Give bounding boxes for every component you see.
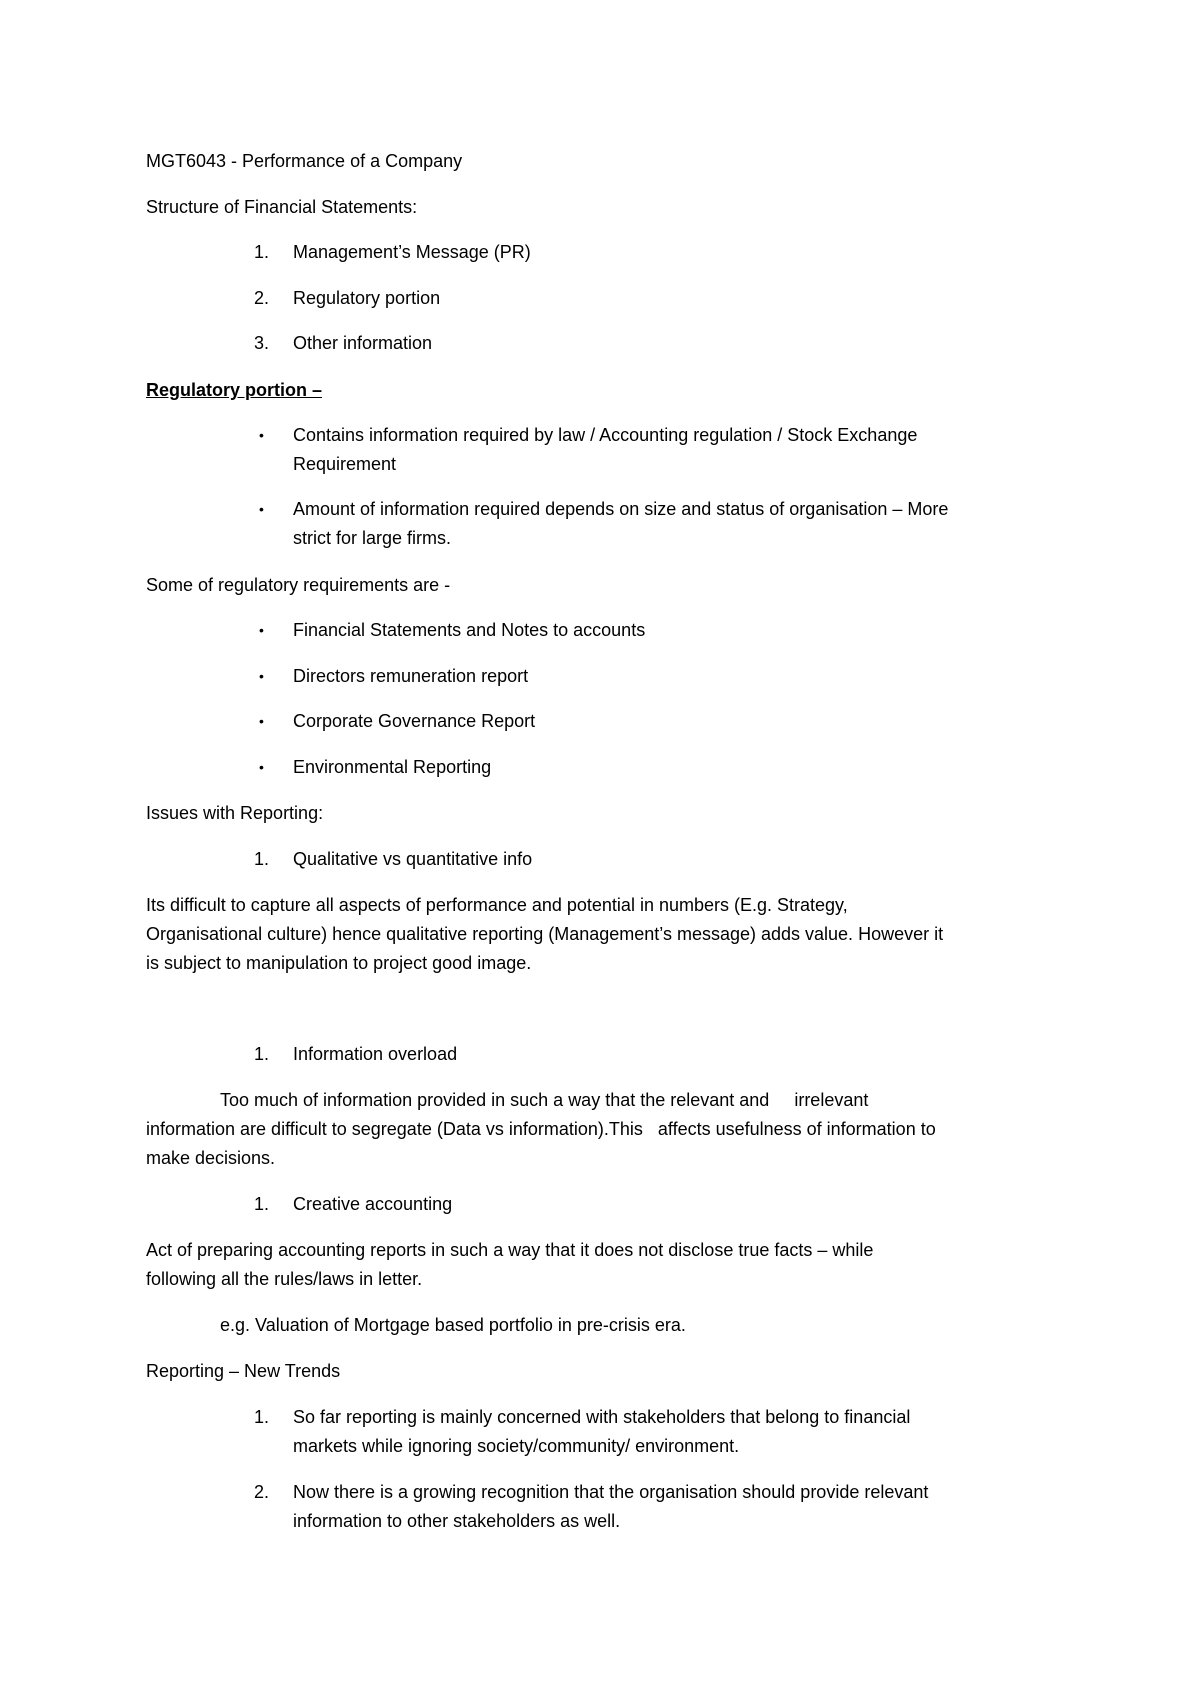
list-marker: 1. (254, 1044, 270, 1064)
paragraph-line: Organisational culture) hence qualitative reporting (Management’s message) adds value. However it (146, 924, 944, 944)
list-item-text: Management’s Message (PR) (293, 242, 531, 262)
paragraph-line: Its difficult to capture all aspects of performance and potential in numbers (E.g. Strategy, (146, 895, 848, 915)
bullet-marker: • (259, 427, 264, 443)
list-marker: 3. (254, 333, 270, 353)
bullet-marker: • (259, 501, 264, 517)
structure-heading: Structure of Financial Statements: (146, 197, 418, 217)
list-marker: 1. (254, 849, 270, 869)
bullet-marker: • (259, 622, 264, 638)
bullet-marker: • (259, 668, 264, 684)
list-item-text: Amount of information required depends on size and status of organisation – More (293, 499, 949, 519)
paragraph-line: is subject to manipulation to project good image. (146, 953, 532, 973)
paragraph-line: make decisions. (146, 1148, 276, 1168)
paragraph-line: following all the rules/laws in letter. (146, 1269, 423, 1289)
bullet-marker: • (259, 759, 264, 775)
list-item-text: Creative accounting (293, 1194, 453, 1214)
list-item-text: Regulatory portion (293, 288, 441, 308)
list-item-text: So far reporting is mainly concerned with stakeholders that belong to financial (293, 1407, 911, 1427)
paragraph-line: Too much of information provided in such a way that the relevant and irrelevant (220, 1090, 869, 1110)
list-item-text: information to other stakeholders as well. (293, 1511, 621, 1531)
requirements-intro: Some of regulatory requirements are - (146, 575, 451, 595)
list-item-text: Information overload (293, 1044, 458, 1064)
paragraph-line: information are difficult to segregate (Data vs information).This affects usefulness of information to (146, 1119, 936, 1139)
list-marker: 1. (254, 1194, 270, 1214)
list-item-text: markets while ignoring society/community/ environment. (293, 1436, 740, 1456)
list-item-text: Qualitative vs quantitative info (293, 849, 533, 869)
list-item-text: strict for large firms. (293, 528, 452, 548)
list-item-text: Requirement (293, 454, 397, 474)
trends-heading: Reporting – New Trends (146, 1361, 341, 1381)
regulatory-heading: Regulatory portion – (146, 380, 323, 400)
list-marker: 2. (254, 288, 270, 308)
list-marker: 1. (254, 1407, 270, 1427)
issue-3-example: e.g. Valuation of Mortgage based portfolio in pre-crisis era. (220, 1315, 686, 1335)
list-item-text: Other information (293, 333, 433, 353)
list-item-text: Contains information required by law / Accounting regulation / Stock Exchange (293, 425, 918, 445)
issues-heading: Issues with Reporting: (146, 803, 324, 823)
list-marker: 2. (254, 1482, 270, 1502)
list-item-text: Environmental Reporting (293, 757, 492, 777)
list-item-text: Financial Statements and Notes to accounts (293, 620, 646, 640)
list-item-text: Now there is a growing recognition that the organisation should provide relevant (293, 1482, 929, 1502)
list-item-text: Corporate Governance Report (293, 711, 536, 731)
bullet-marker: • (259, 713, 264, 729)
doc-title: MGT6043 - Performance of a Company (146, 151, 463, 171)
paragraph-line: Act of preparing accounting reports in such a way that it does not disclose true facts – while (146, 1240, 874, 1260)
list-marker: 1. (254, 242, 270, 262)
list-item-text: Directors remuneration report (293, 666, 529, 686)
